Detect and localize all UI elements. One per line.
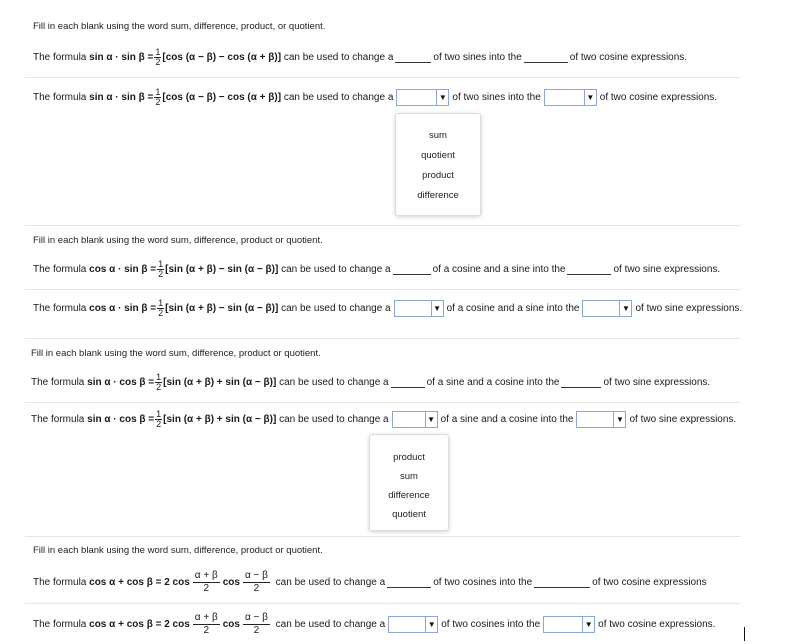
formula-mid: can be used to change a [281,264,391,275]
blank-2 [567,265,611,275]
formula-lhs: sin α · cos β = [87,377,155,388]
dropdown-arrow-icon[interactable]: ▼ [431,301,443,316]
menu-option[interactable]: difference [417,190,459,201]
dropdown-2b[interactable] [582,300,632,317]
divider [25,289,741,290]
fraction-sum-half: α + β 2 [194,570,218,594]
formula-mid: can be used to change a [279,414,389,425]
formula-mid: can be used to change a [275,619,386,630]
formula-row-3-dropdowns [31,410,736,429]
formula-part2: of a sine and a cosine into the [426,377,560,388]
fraction-half: $\frac{1}{2}$ [155,87,161,107]
divider [25,338,741,339]
formula-row-2-text [33,260,720,279]
dropdown-arrow-icon[interactable]: ▼ [582,617,594,632]
dropdown-4b[interactable] [543,616,595,633]
dropdown-2a[interactable] [394,300,444,317]
formula-mid: can be used to change a [283,52,394,63]
fraction-sum-half: α + β 2 [194,612,218,636]
dropdown-arrow-icon[interactable]: ▼ [619,301,631,316]
fraction-half: $\frac{1}{2}$ [156,372,162,392]
divider [25,603,741,604]
instruction-2: Fill in each blank using the word sum, difference, product or quotient. [33,235,323,246]
dropdown-3b[interactable] [576,411,626,428]
formula-part3: of two cosine expressions [592,577,707,588]
formula-lead: The formula [33,303,87,314]
fraction-half: $\frac{1}{2}$ [155,47,161,67]
blank-1 [395,53,431,63]
dropdown-4a[interactable] [388,616,438,633]
blank-2 [524,53,568,63]
formula-bracket: [sin (α + β) − sin (α − β)] [165,303,279,314]
menu-option[interactable]: sum [429,130,447,141]
formula-bracket: [cos (α − β) − cos (α + β)] [162,52,282,63]
formula-lhs: sin α · sin β = [89,92,154,103]
divider [25,536,741,537]
formula-mid: can be used to change a [279,377,389,388]
instruction-3: Fill in each blank using the word sum, difference, product or quotient. [31,348,321,359]
formula-row-2-dropdowns [33,299,742,318]
formula-part2: of two cosines into the [441,619,541,630]
formula-lhs: sin α · sin β = [89,52,154,63]
menu-option[interactable]: product [422,170,454,181]
dropdown-menu-3 [369,434,449,531]
divider [25,402,741,403]
formula-mid: can be used to change a [283,92,394,103]
text-cursor [744,627,745,641]
formula-row-4-dropdowns [33,612,715,637]
blank-1 [393,265,431,275]
formula-bracket: [sin (α + β) + sin (α − β)] [163,377,277,388]
dropdown-arrow-icon[interactable]: ▼ [436,90,448,105]
dropdown-3a[interactable] [392,411,438,428]
formula-mid: can be used to change a [281,303,391,314]
formula-mid: can be used to change a [275,577,386,588]
formula-lead: The formula [33,577,87,588]
formula-bracket: [sin (α + β) − sin (α − β)] [165,264,279,275]
instruction-4: Fill in each blank using the word sum, difference, product or quotient. [33,545,323,556]
formula-bracket: [sin (α + β) + sin (α − β)] [163,414,277,425]
formula-lead: The formula [33,52,87,63]
formula-lhs: sin α · cos β = [87,414,155,425]
formula-part2: of two sines into the [433,52,522,63]
dropdown-arrow-icon[interactable]: ▼ [613,412,625,427]
divider [25,225,741,226]
fraction-diff-half: α − β 2 [244,612,268,636]
dropdown-arrow-icon[interactable]: ▼ [425,412,437,427]
menu-option[interactable]: product [393,452,425,463]
menu-option[interactable]: quotient [392,509,426,520]
fraction-half: $\frac{1}{2}$ [158,259,164,279]
formula-part3: of two sine expressions. [635,303,743,314]
formula-part3: of two cosine expressions. [569,52,688,63]
formula-lhs: cos α + cos β = 2 [89,619,170,630]
formula-part3: of two sine expressions. [613,264,721,275]
dropdown-1a[interactable] [396,89,449,106]
blank-1 [387,578,431,588]
formula-cos: cos [222,577,240,588]
divider [25,77,741,78]
dropdown-1b[interactable] [544,89,597,106]
formula-lhs: cos α · sin β = [89,303,157,314]
formula-part2: of a cosine and a sine into the [432,264,566,275]
menu-option[interactable]: difference [388,490,430,501]
formula-row-1-text [33,48,687,67]
menu-option[interactable]: quotient [421,150,455,161]
formula-row-3-text [31,373,710,392]
instruction-1: Fill in each blank using the word sum, difference, product, or quotient. [33,21,326,32]
blank-2 [561,378,601,388]
formula-lead: The formula [31,414,85,425]
formula-cos: cos [172,619,190,630]
formula-lead: The formula [33,264,87,275]
menu-option[interactable]: sum [400,471,418,482]
fraction-diff-half: α − β 2 [244,570,268,594]
blank-1 [391,378,425,388]
formula-cos: cos [172,577,190,588]
formula-lead: The formula [31,377,85,388]
formula-part2: of two sines into the [452,92,541,103]
formula-cos: cos [222,619,240,630]
dropdown-arrow-icon[interactable]: ▼ [425,617,437,632]
formula-part2: of two cosines into the [433,577,533,588]
fraction-half: $\frac{1}{2}$ [158,298,164,318]
formula-part3: of two cosine expressions. [598,619,716,630]
formula-bracket: [cos (α − β) − cos (α + β)] [162,92,282,103]
formula-part3: of two sine expressions. [603,377,711,388]
formula-lhs: cos α · sin β = [89,264,157,275]
formula-part3: of two sine expressions. [629,414,737,425]
formula-part2: of a cosine and a sine into the [446,303,580,314]
formula-lhs: cos α + cos β = 2 [89,577,170,588]
formula-row-4-text [33,570,707,595]
dropdown-menu-1 [395,113,481,216]
blank-2 [534,578,590,588]
formula-lead: The formula [33,92,87,103]
formula-row-1-dropdowns [33,88,717,107]
formula-lead: The formula [33,619,87,630]
dropdown-arrow-icon[interactable]: ▼ [584,90,596,105]
formula-part3: of two cosine expressions. [599,92,718,103]
fraction-half: $\frac{1}{2}$ [156,409,162,429]
formula-part2: of a sine and a cosine into the [440,414,574,425]
